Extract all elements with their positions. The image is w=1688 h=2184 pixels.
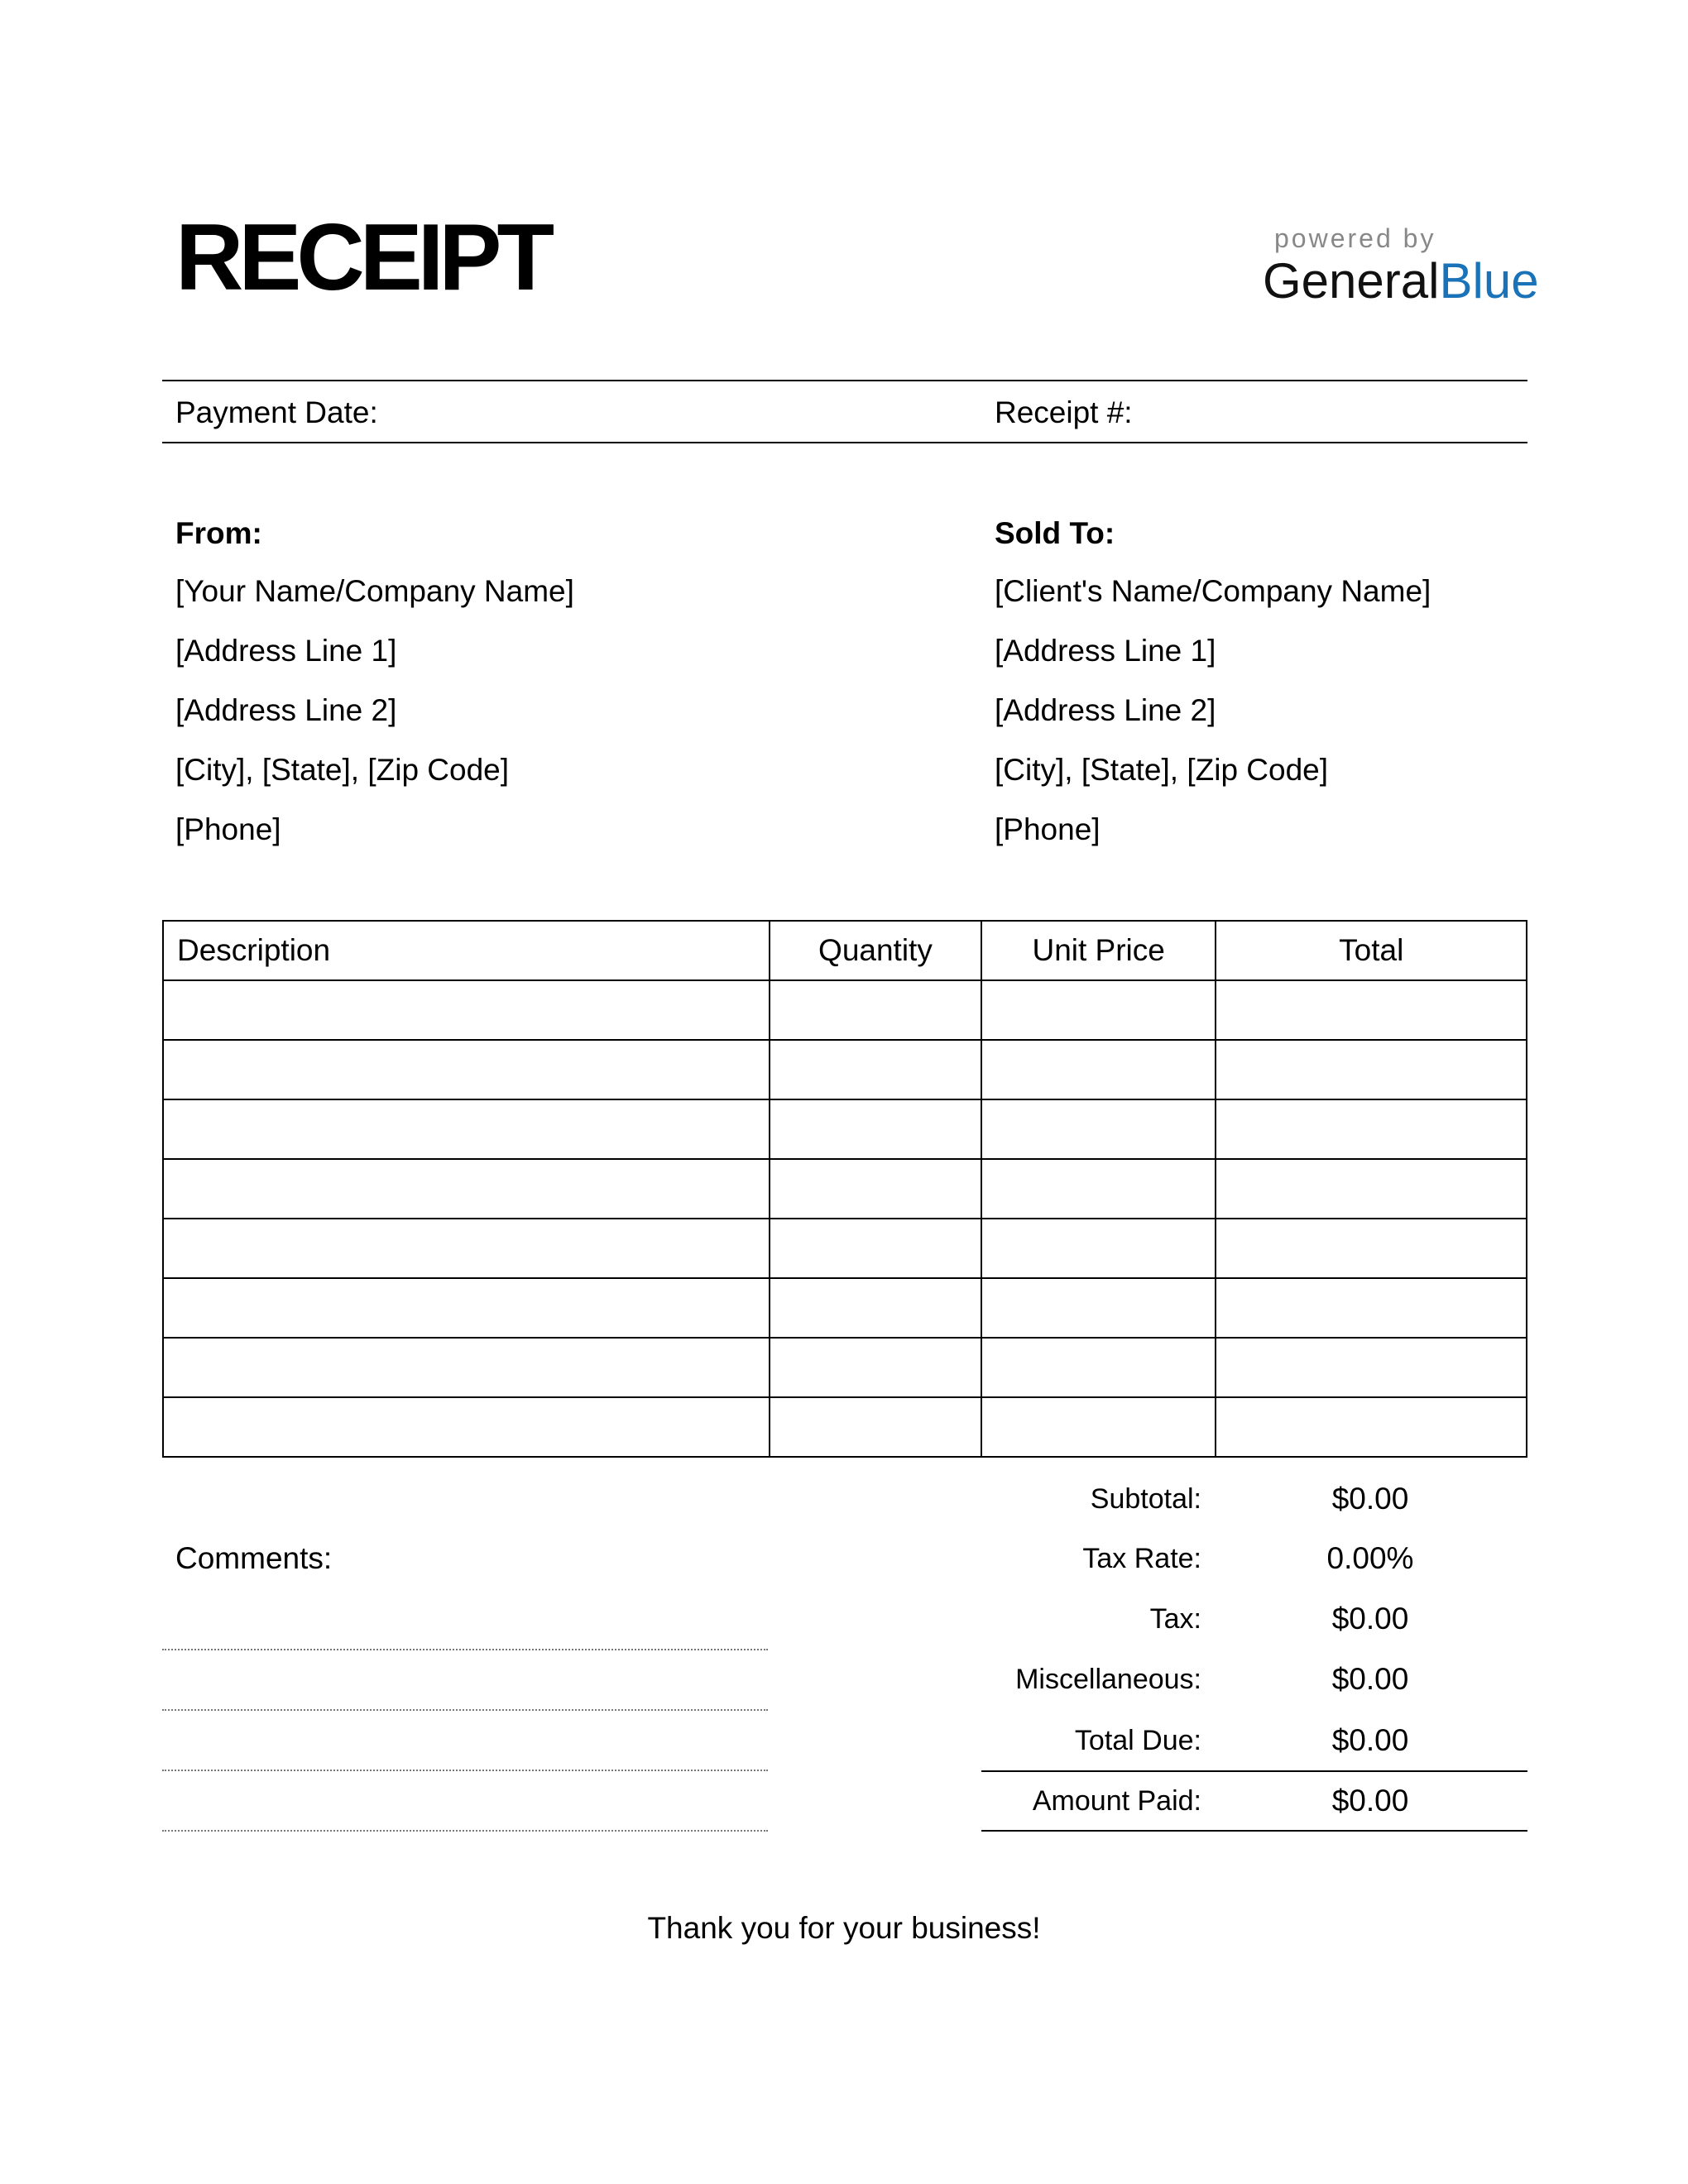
brand-logo bbox=[1263, 253, 1539, 309]
summary-divider bbox=[981, 1770, 1527, 1772]
table-row bbox=[163, 980, 1527, 1040]
sold-to-address-1: [Address Line 1] bbox=[995, 634, 1216, 668]
column-quantity: Quantity bbox=[770, 921, 981, 980]
from-name: [Your Name/Company Name] bbox=[175, 574, 574, 608]
quantity-cell[interactable] bbox=[770, 1040, 981, 1099]
column-total: Total bbox=[1216, 921, 1527, 980]
comment-line[interactable] bbox=[162, 1830, 768, 1832]
total-due-label: Total Due: bbox=[1074, 1725, 1201, 1756]
unit-price-cell[interactable] bbox=[981, 1040, 1216, 1099]
from-phone: [Phone] bbox=[175, 812, 281, 846]
total-cell[interactable] bbox=[1216, 1159, 1527, 1219]
description-cell[interactable] bbox=[163, 1040, 770, 1099]
table-row bbox=[163, 1397, 1527, 1457]
miscellaneous-value: $0.00 bbox=[1331, 1662, 1409, 1696]
table-header-row bbox=[163, 921, 1527, 980]
comments-label: Comments: bbox=[175, 1541, 333, 1575]
amount-paid-value: $0.00 bbox=[1331, 1784, 1409, 1818]
table-row bbox=[163, 1219, 1527, 1278]
description-cell[interactable] bbox=[163, 1338, 770, 1397]
total-due-value: $0.00 bbox=[1331, 1723, 1409, 1757]
unit-price-cell[interactable] bbox=[981, 1219, 1216, 1278]
table-row bbox=[163, 1099, 1527, 1159]
sold-to-heading: Sold To: bbox=[995, 516, 1115, 550]
column-description: Description bbox=[163, 921, 770, 980]
quantity-cell[interactable] bbox=[770, 1397, 981, 1457]
total-cell[interactable] bbox=[1216, 1040, 1527, 1099]
from-address-2: [Address Line 2] bbox=[175, 693, 397, 727]
miscellaneous-label: Miscellaneous: bbox=[1015, 1664, 1201, 1695]
table-row bbox=[163, 1338, 1527, 1397]
description-cell[interactable] bbox=[163, 1099, 770, 1159]
payment-date-label: Payment Date: bbox=[175, 395, 378, 429]
amount-paid-label: Amount Paid: bbox=[1032, 1785, 1201, 1817]
sold-to-city-state-zip: [City], [State], [Zip Code] bbox=[995, 753, 1329, 787]
unit-price-cell[interactable] bbox=[981, 1099, 1216, 1159]
total-cell[interactable] bbox=[1216, 1278, 1527, 1338]
total-cell[interactable] bbox=[1216, 1397, 1527, 1457]
tax-label: Tax: bbox=[1149, 1603, 1201, 1635]
table-row bbox=[163, 1159, 1527, 1219]
brand-blue: Blue bbox=[1439, 253, 1539, 309]
tax-rate-label: Tax Rate: bbox=[1082, 1543, 1201, 1574]
sold-to-phone: [Phone] bbox=[995, 812, 1101, 846]
total-cell[interactable] bbox=[1216, 1099, 1527, 1159]
unit-price-cell[interactable] bbox=[981, 1159, 1216, 1219]
divider-top bbox=[162, 380, 1527, 381]
table-row bbox=[163, 1040, 1527, 1099]
receipt-number-label: Receipt #: bbox=[995, 395, 1133, 429]
divider-bottom bbox=[162, 442, 1527, 443]
thank-you-message: Thank you for your business! bbox=[647, 1911, 1041, 1945]
unit-price-cell[interactable] bbox=[981, 1397, 1216, 1457]
quantity-cell[interactable] bbox=[770, 1338, 981, 1397]
brand-general: General bbox=[1263, 253, 1440, 309]
column-unit-price: Unit Price bbox=[981, 921, 1216, 980]
sold-to-address-2: [Address Line 2] bbox=[995, 693, 1216, 727]
description-cell[interactable] bbox=[163, 1278, 770, 1338]
quantity-cell[interactable] bbox=[770, 980, 981, 1040]
comment-line[interactable] bbox=[162, 1709, 768, 1711]
summary-bottom-line bbox=[981, 1830, 1527, 1832]
description-cell[interactable] bbox=[163, 1159, 770, 1219]
quantity-cell[interactable] bbox=[770, 1219, 981, 1278]
quantity-cell[interactable] bbox=[770, 1099, 981, 1159]
description-cell[interactable] bbox=[163, 1397, 770, 1457]
quantity-cell[interactable] bbox=[770, 1159, 981, 1219]
subtotal-value: $0.00 bbox=[1331, 1482, 1409, 1516]
total-cell[interactable] bbox=[1216, 1338, 1527, 1397]
quantity-cell[interactable] bbox=[770, 1278, 981, 1338]
comment-line[interactable] bbox=[162, 1770, 768, 1771]
unit-price-cell[interactable] bbox=[981, 1278, 1216, 1338]
tax-rate-value: 0.00% bbox=[1326, 1541, 1414, 1575]
comment-line[interactable] bbox=[162, 1649, 768, 1650]
unit-price-cell[interactable] bbox=[981, 980, 1216, 1040]
tax-value: $0.00 bbox=[1331, 1602, 1409, 1636]
items-table bbox=[162, 920, 1527, 1458]
total-cell[interactable] bbox=[1216, 980, 1527, 1040]
description-cell[interactable] bbox=[163, 1219, 770, 1278]
powered-by-label: powered by bbox=[1274, 223, 1436, 253]
from-address-1: [Address Line 1] bbox=[175, 634, 397, 668]
unit-price-cell[interactable] bbox=[981, 1338, 1216, 1397]
subtotal-label: Subtotal: bbox=[1090, 1483, 1201, 1515]
description-cell[interactable] bbox=[163, 980, 770, 1040]
table-row bbox=[163, 1278, 1527, 1338]
from-city-state-zip: [City], [State], [Zip Code] bbox=[175, 753, 510, 787]
from-heading: From: bbox=[175, 516, 262, 550]
sold-to-name: [Client's Name/Company Name] bbox=[995, 574, 1431, 608]
page-title: RECEIPT bbox=[175, 205, 550, 310]
total-cell[interactable] bbox=[1216, 1219, 1527, 1278]
